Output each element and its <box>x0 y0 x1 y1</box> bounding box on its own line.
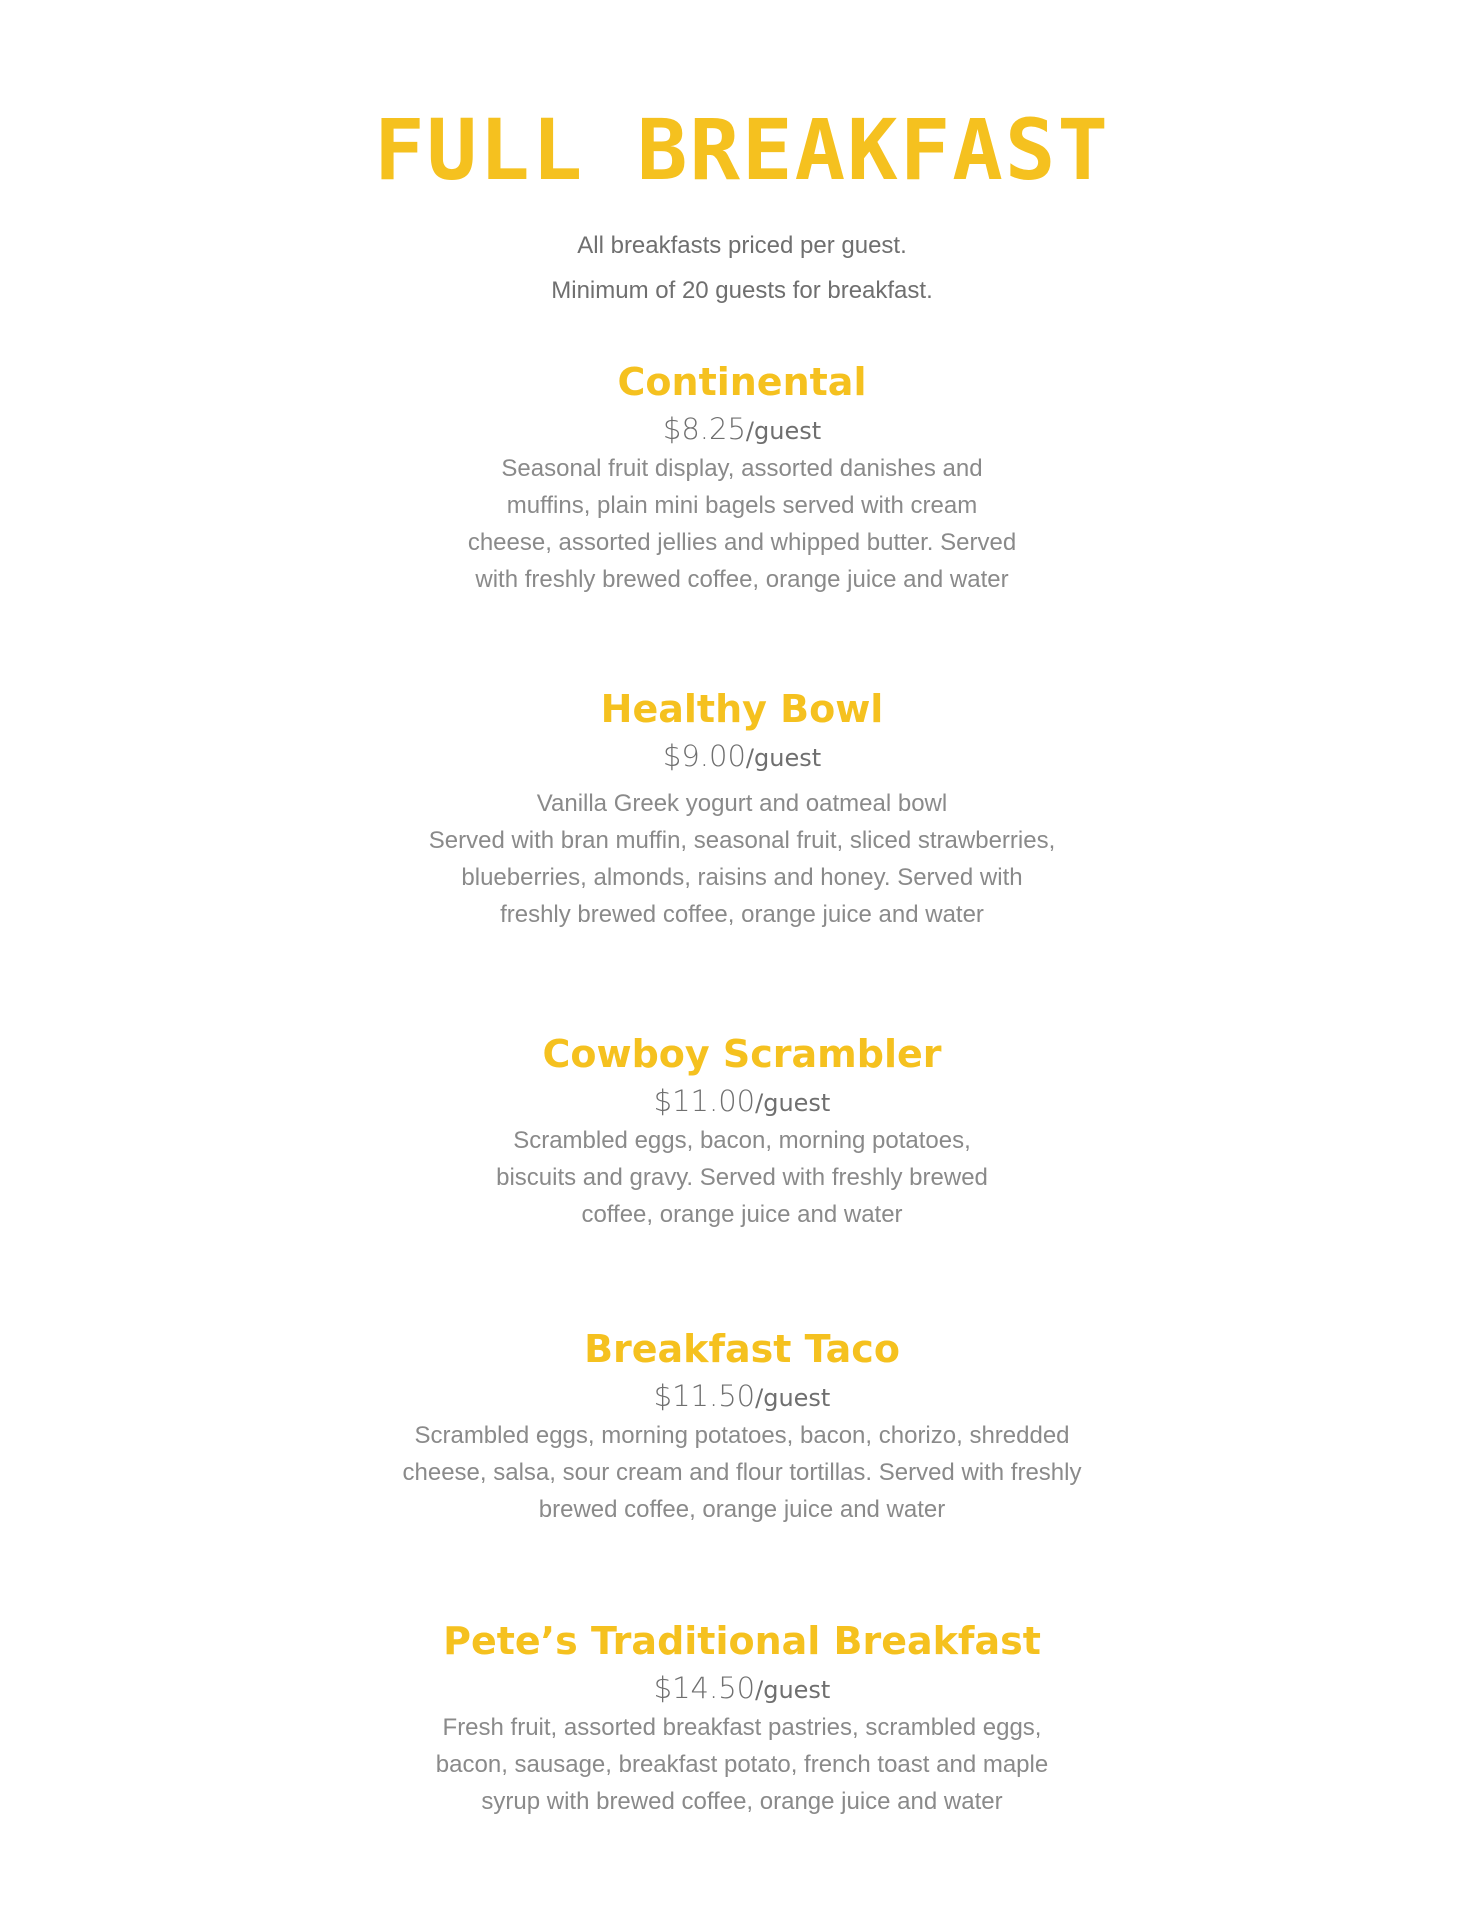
item-name: Continental <box>617 360 867 404</box>
description-line: biscuits and gravy. Served with freshly brewed <box>496 1164 988 1191</box>
description-line: syrup with brewed coffee, orange juice and water <box>481 1788 1003 1815</box>
description-line: freshly brewed coffee, orange juice and water <box>500 901 984 928</box>
description-line: bacon, sausage, breakfast potato, french toast and maple <box>435 1751 1049 1778</box>
description-line: muffins, plain mini bagels served with cream <box>506 492 978 519</box>
item-price <box>0 739 1484 773</box>
description-line: cheese, assorted jellies and whipped butter. Served <box>467 529 1017 556</box>
price-amount: $14.50 <box>653 1671 756 1705</box>
description-line: Vanilla Greek yogurt and oatmeal bowl <box>536 790 948 817</box>
menu-item-healthy-bowl <box>0 687 1484 933</box>
item-price <box>0 1379 1484 1413</box>
menu-item-breakfast-taco <box>0 1327 1484 1528</box>
description-line: Scrambled eggs, bacon, morning potatoes, <box>513 1127 971 1154</box>
item-description <box>0 1122 1484 1233</box>
item-name: Breakfast Taco <box>584 1327 900 1371</box>
menu-item-petes-traditional-breakfast <box>0 1619 1484 1820</box>
item-price <box>0 1671 1484 1705</box>
price-amount: $11.00 <box>653 1084 756 1118</box>
description-line: Seasonal fruit display, assorted danishes and <box>501 455 983 482</box>
description-line: coffee, orange juice and water <box>581 1201 903 1228</box>
item-name: Cowboy Scrambler <box>542 1032 942 1076</box>
price-amount: $9.00 <box>662 739 746 773</box>
item-description <box>0 1709 1484 1820</box>
menu-item-cowboy-scrambler <box>0 1032 1484 1233</box>
description-line: Fresh fruit, assorted breakfast pastries, scrambled eggs, <box>442 1714 1042 1741</box>
description-line: Served with bran muffin, seasonal fruit, sliced strawberries, <box>428 827 1056 854</box>
description-line: Scrambled eggs, morning potatoes, bacon, chorizo, shredded <box>414 1422 1070 1449</box>
item-price <box>0 1084 1484 1118</box>
menu-title: FULL BREAKFAST <box>373 101 1110 199</box>
item-description <box>0 785 1484 933</box>
price-amount: $8.25 <box>662 412 746 446</box>
description-line: cheese, salsa, sour cream and flour tortillas. Served with freshly <box>402 1459 1082 1486</box>
price-unit: /guest <box>745 744 822 772</box>
price-unit: /guest <box>755 1089 831 1117</box>
intro-pricing-note: All breakfasts priced per guest. <box>577 232 907 259</box>
item-price <box>0 412 1484 446</box>
price-unit: /guest <box>745 417 822 445</box>
price-unit: /guest <box>755 1676 831 1704</box>
price-amount: $11.50 <box>653 1379 756 1413</box>
item-name: Healthy Bowl <box>600 687 884 731</box>
description-line: with freshly brewed coffee, orange juice and water <box>475 566 1009 593</box>
menu-item-continental <box>0 360 1484 598</box>
item-description <box>0 1417 1484 1528</box>
item-description <box>0 450 1484 598</box>
description-line: brewed coffee, orange juice and water <box>538 1496 946 1523</box>
item-name: Pete’s Traditional Breakfast <box>443 1619 1041 1663</box>
description-line: blueberries, almonds, raisins and honey. Served with <box>461 864 1023 891</box>
price-unit: /guest <box>755 1384 831 1412</box>
intro-minimum-note: Minimum of 20 guests for breakfast. <box>551 277 933 304</box>
